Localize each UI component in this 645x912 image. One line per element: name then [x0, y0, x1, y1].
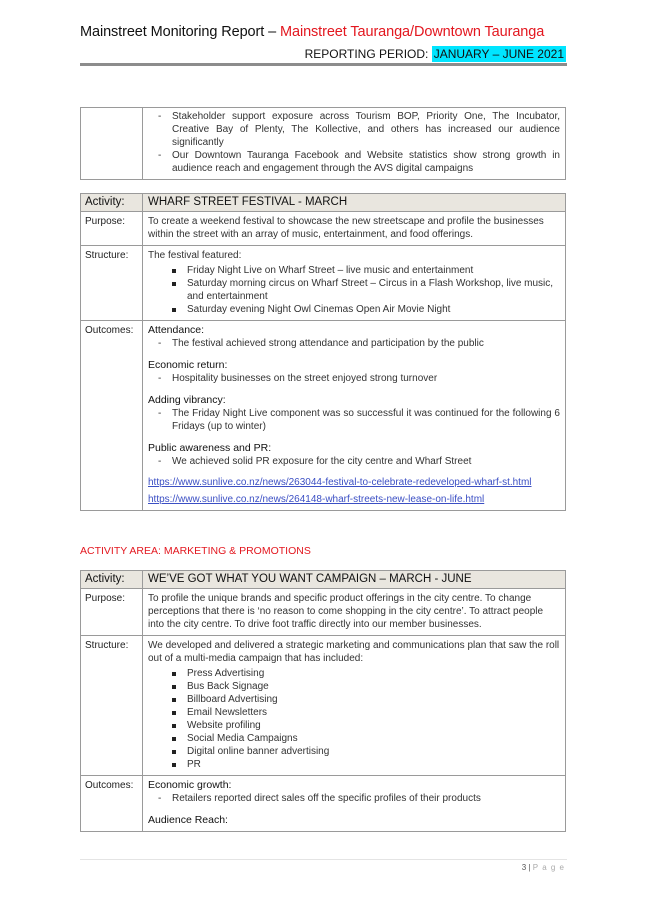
structure-content	[143, 246, 566, 321]
section-title-marketing: ACTIVITY AREA: MARKETING & PROMOTIONS	[80, 545, 311, 557]
structure-content	[143, 636, 566, 776]
list-item: Email Newsletters	[148, 706, 560, 719]
wharf-street-festival-table	[80, 193, 566, 511]
structure-intro: The festival featured:	[148, 250, 242, 261]
outcome-heading-adding-vibrancy: Adding vibrancy:	[148, 394, 226, 406]
list-item: PR	[148, 758, 560, 771]
list-item: - Our Downtown Tauranga Facebook and Website statistics show strong growth in audience reach and engagement through the AVS digital campaigns	[148, 149, 560, 175]
outcome-heading-economic-return: Economic return:	[148, 359, 228, 371]
outcome-heading-public-awareness: Public awareness and PR:	[148, 442, 272, 454]
report-title-organisation: Mainstreet Tauranga/Downtown Tauranga	[280, 24, 545, 40]
purpose-text: To profile the unique brands and specific product offerings in the city centre. To change perceptions that there is ‘no reason to come shopping in the city centre’. To attract people into the city centre. To drive foot traffic directly into our member businesses.	[143, 589, 566, 636]
outcomes-label: Outcomes:	[81, 321, 143, 511]
purpose-text: To create a weekend festival to showcase the new streetscape and profile the businesses within the street with an array of music, entertainment, and food offerings.	[143, 212, 566, 246]
list-item: - Hospitality businesses on the street enjoyed strong turnover	[148, 372, 560, 385]
page-label: P a g e	[532, 863, 565, 872]
list-item: Website profiling	[148, 719, 560, 732]
purpose-label: Purpose:	[81, 589, 143, 636]
activity-title: WHARF STREET FESTIVAL - MARCH	[143, 194, 566, 212]
list-item: Saturday evening Night Owl Cinemas Open Air Movie Night	[148, 303, 560, 316]
structure-label: Structure:	[81, 636, 143, 776]
activity-label: Activity:	[81, 194, 143, 212]
list-item: Digital online banner advertising	[148, 745, 560, 758]
outcome-heading-attendance: Attendance:	[148, 324, 205, 336]
list-item: - The festival achieved strong attendance and participation by the public	[148, 337, 560, 350]
page-footer: 3 | P a g e	[521, 863, 565, 872]
reporting-period	[305, 47, 566, 61]
list-item: - Retailers reported direct sales off the specific profiles of their products	[148, 792, 560, 805]
list-item: Bus Back Signage	[148, 680, 560, 693]
footer-divider	[80, 859, 567, 860]
list-item: Social Media Campaigns	[148, 732, 560, 745]
page-number: 3	[521, 863, 527, 872]
activity-label: Activity:	[81, 571, 143, 589]
previous-activity-table	[80, 107, 566, 180]
list-item: Friday Night Live on Wharf Street – live music and entertainment	[148, 264, 560, 277]
outcome-heading-audience-reach: Audience Reach:	[148, 814, 228, 826]
empty-label-cell	[81, 108, 143, 180]
list-item: Saturday morning circus on Wharf Street – Circus in a Flash Workshop, live music, and entertainment	[148, 277, 560, 303]
list-item: - We achieved solid PR exposure for the city centre and Wharf Street	[148, 455, 560, 468]
sunlive-article-link-1[interactable]: https://www.sunlive.co.nz/news/263044-festival-to-celebrate-redeveloped-wharf-st.html	[148, 477, 532, 488]
list-item: - Stakeholder support exposure across Tourism BOP, Priority One, The Incubator, Creative Bay of Plenty, The Kollective, and others has increased our audience significantly	[148, 110, 560, 149]
campaign-table	[80, 570, 566, 832]
previous-activity-bullets	[143, 108, 566, 180]
activity-title: WE’VE GOT WHAT YOU WANT CAMPAIGN – MARCH - JUNE	[143, 571, 566, 589]
outcomes-content	[143, 776, 566, 832]
sunlive-article-link-2[interactable]: https://www.sunlive.co.nz/news/264148-wharf-streets-new-lease-on-life.html	[148, 494, 485, 505]
outcome-heading-economic-growth: Economic growth:	[148, 779, 232, 791]
list-item: Billboard Advertising	[148, 693, 560, 706]
outcomes-content	[143, 321, 566, 511]
reporting-period-value: JANUARY – JUNE 2021	[433, 47, 564, 61]
structure-intro: We developed and delivered a strategic marketing and communications plan that saw the roll out of a multi-media campaign that has included:	[148, 640, 560, 664]
header-divider	[80, 63, 567, 66]
list-item: - The Friday Night Live component was so successful it was continued for the following 6 Fridays (up to winter)	[148, 407, 560, 433]
structure-label: Structure:	[81, 246, 143, 321]
report-title	[80, 24, 544, 40]
report-title-prefix: Mainstreet Monitoring Report –	[80, 24, 280, 40]
reporting-period-label: REPORTING PERIOD:	[304, 47, 429, 61]
purpose-label: Purpose:	[81, 212, 143, 246]
list-item: Press Advertising	[148, 667, 560, 680]
outcomes-label: Outcomes:	[81, 776, 143, 832]
